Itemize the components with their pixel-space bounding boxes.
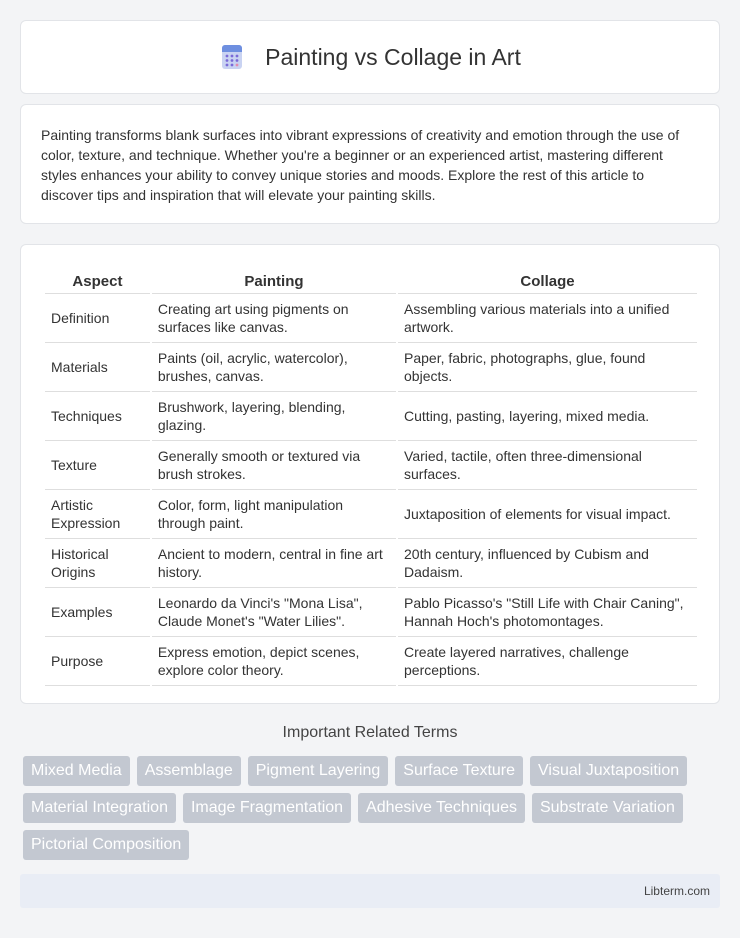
collage-cell: Create layered narratives, challenge perceptions. <box>398 637 697 686</box>
related-terms-title: Important Related Terms <box>282 724 458 741</box>
tag-pictorial-composition[interactable]: Pictorial Composition <box>23 830 189 860</box>
painting-cell: Leonardo da Vinci's "Mona Lisa", Claude Monet's "Water Lilies". <box>152 588 396 637</box>
painting-cell: Brushwork, layering, blending, glazing. <box>152 392 396 441</box>
painting-cell: Creating art using pigments on surfaces like canvas. <box>152 294 396 343</box>
aspect-cell: Purpose <box>45 637 150 686</box>
aspect-cell: Materials <box>45 343 150 392</box>
collage-cell: Varied, tactile, often three-dimensional surfaces. <box>398 441 697 490</box>
tag-assemblage[interactable]: Assemblage <box>137 756 241 786</box>
tag-pigment-layering[interactable]: Pigment Layering <box>248 756 389 786</box>
header-collage: Collage <box>398 265 697 294</box>
header-aspect: Aspect <box>45 265 150 294</box>
intro-card <box>20 104 720 224</box>
comparison-card <box>20 244 720 704</box>
intro-text: Painting transforms blank surfaces into vibrant expressions of creativity and emotion through the use of color, texture, and technique. Whether you're a beginner or an experienced artist, mastering different styles enhances your ability to convey unique stories and moods. Explore the rest of this article to discover tips and inspiration that will elevate your painting skills. <box>41 127 680 203</box>
tag-visual-juxtaposition[interactable]: Visual Juxtaposition <box>530 756 687 786</box>
header-painting: Painting <box>152 265 396 294</box>
tag-substrate-variation[interactable]: Substrate Variation <box>532 793 683 823</box>
table-row <box>45 588 697 637</box>
aspect-cell: Definition <box>45 294 150 343</box>
painting-cell: Generally smooth or textured via brush strokes. <box>152 441 396 490</box>
tag-mixed-media[interactable]: Mixed Media <box>23 756 130 786</box>
tag-adhesive-techniques[interactable]: Adhesive Techniques <box>358 793 525 823</box>
collage-cell: Cutting, pasting, layering, mixed media. <box>398 392 697 441</box>
footer <box>20 874 720 908</box>
table-row <box>45 392 697 441</box>
aspect-cell: Techniques <box>45 392 150 441</box>
related-terms-list <box>23 756 713 860</box>
table-row <box>45 441 697 490</box>
table-row <box>45 637 697 686</box>
table-header-row <box>45 265 697 294</box>
tag-material-integration[interactable]: Material Integration <box>23 793 176 823</box>
table-row <box>45 294 697 343</box>
collage-cell: Assembling various materials into a unified artwork. <box>398 294 697 343</box>
tag-image-fragmentation[interactable]: Image Fragmentation <box>183 793 351 823</box>
table-row <box>45 343 697 392</box>
collage-cell: Juxtaposition of elements for visual impact. <box>398 490 697 539</box>
table-row <box>45 539 697 588</box>
painting-cell: Paints (oil, acrylic, watercolor), brushes, canvas. <box>152 343 396 392</box>
collage-cell: Paper, fabric, photographs, glue, found objects. <box>398 343 697 392</box>
painting-cell: Color, form, light manipulation through paint. <box>152 490 396 539</box>
comparison-table <box>43 265 699 686</box>
header-card <box>20 20 720 94</box>
painting-cell: Express emotion, depict scenes, explore color theory. <box>152 637 396 686</box>
page-title: Painting vs Collage in Art <box>265 43 521 70</box>
collage-cell: Pablo Picasso's "Still Life with Chair Caning", Hannah Hoch's photomontages. <box>398 588 697 637</box>
footer-brand-link[interactable]: Libterm.com <box>643 884 710 898</box>
calculator-icon <box>219 44 245 70</box>
painting-cell: Ancient to modern, central in fine art history. <box>152 539 396 588</box>
table-row <box>45 490 697 539</box>
tag-surface-texture[interactable]: Surface Texture <box>395 756 523 786</box>
collage-cell: 20th century, influenced by Cubism and Dadaism. <box>398 539 697 588</box>
aspect-cell: Examples <box>45 588 150 637</box>
aspect-cell: Historical Origins <box>45 539 150 588</box>
aspect-cell: Texture <box>45 441 150 490</box>
aspect-cell: Artistic Expression <box>45 490 150 539</box>
